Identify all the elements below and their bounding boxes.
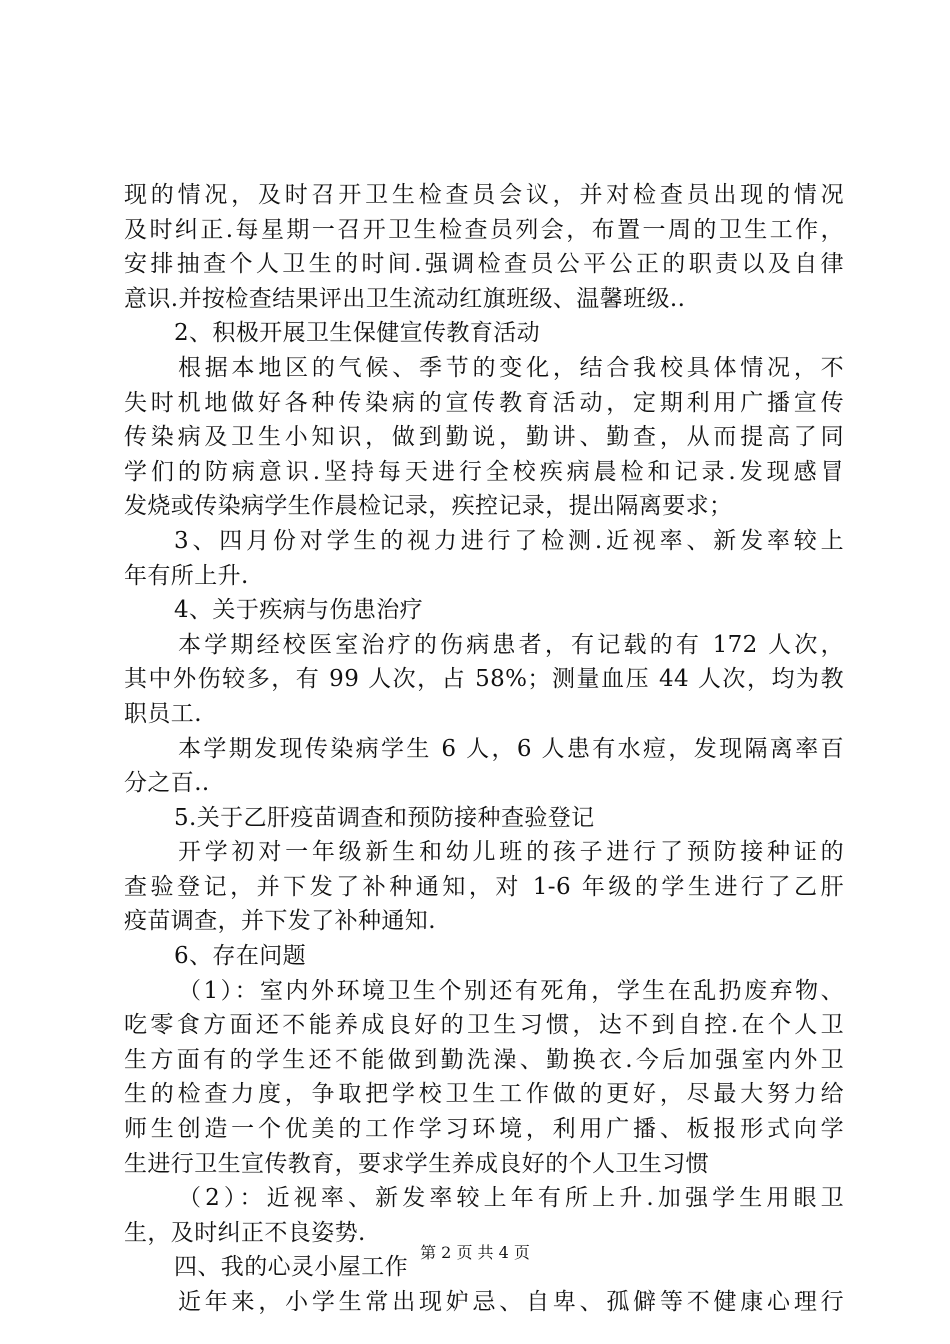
body-text [124,178,844,1320]
text-line: 发烧或传染病学生作晨检记录，疾控记录，提出隔离要求； [124,493,733,520]
text-line: 疫苗调查，并下发了补种通知. [124,908,436,935]
page-footer: 第 2 页 共 4 页 [420,1243,530,1262]
text-line: 学们的防病意识.坚持每天进行全校疾病晨检和记录.发现感冒 [124,458,844,485]
text-line: 生，及时纠正不良姿势. [124,1219,366,1246]
text-line: （2）：近视率、新发率较上年有所上升.加强学生用眼卫 [178,1185,844,1212]
text-line: 本学期经校医室治疗的伤病患者，有记载的有 172 人次， [178,631,844,658]
text-line: 生方面有的学生还不能做到勤洗澡、勤换衣.今后加强室内外卫 [124,1046,844,1073]
section-heading: 四、我的心灵小屋工作 [174,1254,408,1281]
text-line: 师生创造一个优美的工作学习环境，利用广播、板报形式向学 [124,1116,844,1143]
text-line: 吃零食方面还不能养成良好的卫生习惯，达不到自控.在个人卫 [124,1012,844,1039]
text-line: 传染病及卫生小知识，做到勤说，勤讲、勤查，从而提高了同 [124,424,844,451]
text-line: 3、四月份对学生的视力进行了检测.近视率、新发率较上 [174,527,844,554]
text-line: 近年来，小学生常出现妒忌、自卑、孤僻等不健康心理行 [178,1289,844,1315]
text-line: （1）：室内外环境卫生个别还有死角，学生在乱扔废弃物、 [178,977,844,1004]
section-heading: 4、关于疾病与伤患治疗 [174,597,424,624]
text-line: 失时机地做好各种传染病的宣传教育活动，定期利用广播宣传 [124,389,844,416]
section-heading: 5.关于乙肝疫苗调查和预防接种查验登记 [174,804,595,831]
text-line: 开学初对一年级新生和幼儿班的孩子进行了预防接种证的 [178,839,844,866]
text-line: 及时纠正.每星期一召开卫生检查员列会，布置一周的卫生工作， [124,216,844,243]
text-line: 安排抽查个人卫生的时间.强调检查员公平公正的职责以及自律 [124,251,844,278]
text-line: 其中外伤较多，有 99 人次，占 58%；测量血压 44 人次，均为教 [124,666,844,693]
text-line: 年有所上升. [124,562,249,589]
text-line: 分之百.. [124,770,210,797]
section-heading: 6、存在问题 [174,943,307,970]
text-line: 本学期发现传染病学生 6 人，6 人患有水痘，发现隔离率百 [178,735,844,762]
text-line: 生的检查力度，争取把学校卫生工作做的更好，尽最大努力给 [124,1081,844,1108]
text-line: 职员工. [124,700,202,727]
text-line: 根据本地区的气候、季节的变化，结合我校具体情况，不 [178,354,844,381]
section-heading: 2、积极开展卫生保健宣传教育活动 [174,320,541,347]
text-line: 现的情况，及时召开卫生检查员会议，并对检查员出现的情况 [124,182,844,208]
text-line: 查验登记，并下发了补种通知，对 1-6 年级的学生进行了乙肝 [124,873,844,900]
text-line: 生进行卫生宣传教育，要求学生养成良好的个人卫生习惯 [124,1150,709,1177]
text-line: 意识.并按检查结果评出卫生流动红旗班级、温馨班级.. [124,285,686,312]
